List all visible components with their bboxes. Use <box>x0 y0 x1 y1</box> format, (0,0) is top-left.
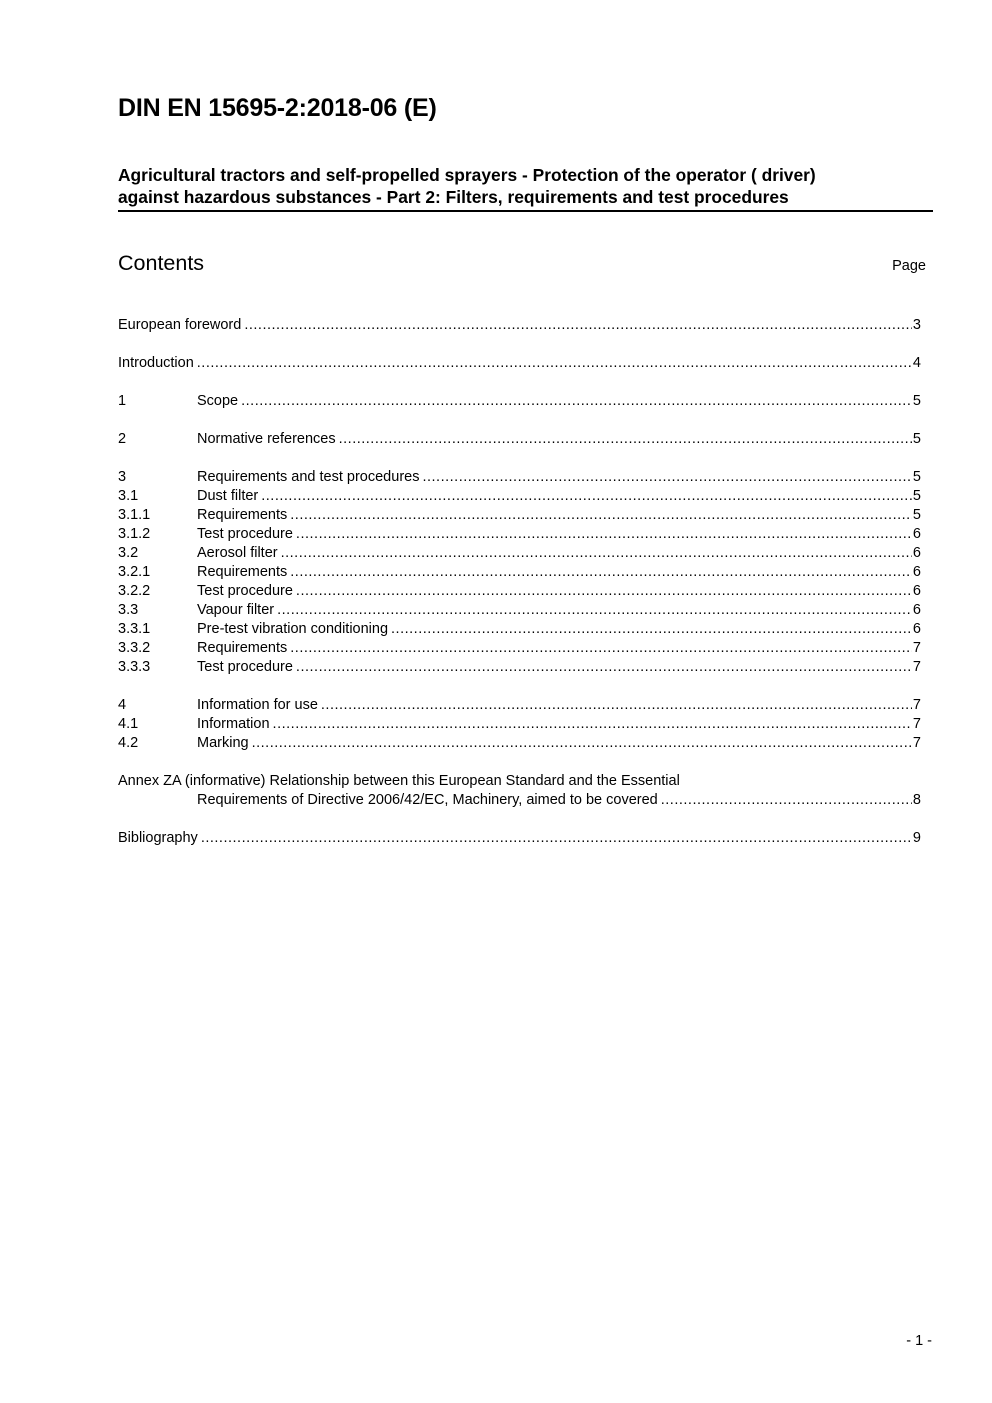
toc-entry-aerosol-filter[interactable] <box>118 544 921 563</box>
toc-entry-title: Scope <box>197 393 239 409</box>
page-column-label: Page <box>892 258 926 274</box>
toc-entry-normative-references[interactable] <box>118 430 921 449</box>
toc-entry-title: Requirements <box>197 564 288 580</box>
toc-entry-number: 3.3.3 <box>118 659 151 675</box>
toc-leader-dots <box>244 316 912 335</box>
toc-entry-title: Dust filter <box>197 488 259 504</box>
toc-entry-number: 1 <box>118 393 127 409</box>
toc-entry-title: Test procedure <box>197 526 293 542</box>
toc-entry-title: Test procedure <box>197 659 293 675</box>
document-id: DIN EN 15695-2:2018-06 (E) <box>118 94 437 122</box>
toc-entry-title: European foreword <box>118 317 242 333</box>
toc-entry-page: 7 <box>912 735 921 751</box>
toc-entry-page: 8 <box>912 792 921 808</box>
toc-leader-dots <box>339 430 912 449</box>
toc-entry-scope[interactable] <box>118 392 921 411</box>
toc-entry-dust-filter[interactable] <box>118 487 921 506</box>
toc-entry-page: 5 <box>912 469 921 485</box>
toc-leader-dots <box>281 544 912 563</box>
toc-entry-number: 4.2 <box>118 735 139 751</box>
toc-entry-page: 6 <box>912 621 921 637</box>
toc-entry-vapour-filter-requirements[interactable] <box>118 639 921 658</box>
toc-entry-page: 6 <box>912 545 921 561</box>
toc-leader-dots <box>296 525 912 544</box>
toc-entry-title: Requirements <box>197 640 288 656</box>
toc-entry-number: 3.2 <box>118 545 139 561</box>
toc-entry-number: 4 <box>118 697 127 713</box>
toc-entry-title: Requirements <box>197 507 288 523</box>
toc-entry-title: Pre-test vibration conditioning <box>197 621 389 637</box>
toc-entry-page: 3 <box>912 317 921 333</box>
toc-leader-dots <box>241 392 912 411</box>
toc-entry-number: 3.3.2 <box>118 640 151 656</box>
toc-entry-page: 5 <box>912 488 921 504</box>
toc-leader-dots <box>290 639 912 658</box>
toc-entry-page: 5 <box>912 431 921 447</box>
toc-entry-title: Annex ZA (informative) Relationship between this European Standard and the Essential <box>118 773 680 789</box>
toc-entry-title: Normative references <box>197 431 336 447</box>
toc-entry-title: Information <box>197 716 270 732</box>
toc-leader-dots <box>197 354 912 373</box>
toc-entry-vapour-filter-test-procedure[interactable] <box>118 658 921 677</box>
toc-leader-dots <box>296 582 912 601</box>
toc-entry-number: 4.1 <box>118 716 139 732</box>
toc-leader-dots <box>391 620 912 639</box>
toc-leader-dots <box>252 734 912 753</box>
document-title <box>118 164 933 212</box>
toc-entry-number: 3.1.2 <box>118 526 151 542</box>
toc-entry-title: Requirements and test procedures <box>197 469 420 485</box>
toc-entry-number: 3.1 <box>118 488 139 504</box>
toc-entry-page: 6 <box>912 526 921 542</box>
toc-entry-number: 2 <box>118 431 127 447</box>
toc-entry-page: 7 <box>912 716 921 732</box>
toc-entry-requirements-and-test-procedures[interactable] <box>118 468 921 487</box>
toc-entry-information[interactable] <box>118 715 921 734</box>
toc-leader-dots <box>273 715 912 734</box>
toc-leader-dots <box>661 791 912 810</box>
toc-entry-title: Aerosol filter <box>197 545 278 561</box>
toc-entry-number: 3.3 <box>118 602 139 618</box>
toc-entry-title: Test procedure <box>197 583 293 599</box>
toc-entry-title: Introduction <box>118 355 194 371</box>
toc-entry-annex-za-continued[interactable] <box>118 791 921 810</box>
toc-entry-dust-filter-test-procedure[interactable] <box>118 525 921 544</box>
contents-heading: Contents <box>118 251 205 275</box>
toc-leader-dots <box>321 696 912 715</box>
toc-entry-title: Vapour filter <box>197 602 275 618</box>
toc-entry-title-continued: Requirements of Directive 2006/42/EC, Machinery, aimed to be covered <box>197 792 658 808</box>
toc-entry-aerosol-filter-requirements[interactable] <box>118 563 921 582</box>
toc-entry-title: Information for use <box>197 697 318 713</box>
table-of-contents <box>118 316 921 848</box>
toc-entry-dust-filter-requirements[interactable] <box>118 506 921 525</box>
toc-entry-page: 7 <box>912 697 921 713</box>
toc-entry-page: 4 <box>912 355 921 371</box>
toc-entry-title: Marking <box>197 735 249 751</box>
page-number: - 1 - <box>906 1333 932 1349</box>
toc-entry-page: 6 <box>912 583 921 599</box>
toc-leader-dots <box>261 487 912 506</box>
toc-entry-annex-za[interactable] <box>118 772 921 791</box>
toc-entry-number: 3.2.1 <box>118 564 151 580</box>
toc-leader-dots <box>422 468 911 487</box>
toc-entry-information-for-use[interactable] <box>118 696 921 715</box>
toc-entry-vapour-filter[interactable] <box>118 601 921 620</box>
document-title-line-2: against hazardous substances - Part 2: Filters, requirements and test procedures <box>118 187 789 207</box>
toc-entry-pre-test-vibration-conditioning[interactable] <box>118 620 921 639</box>
toc-entry-number: 3.2.2 <box>118 583 151 599</box>
toc-entry-european-foreword[interactable] <box>118 316 921 335</box>
toc-leader-dots <box>201 829 912 848</box>
toc-entry-page: 7 <box>912 659 921 675</box>
toc-entry-page: 6 <box>912 602 921 618</box>
toc-entry-page: 5 <box>912 507 921 523</box>
toc-entry-page: 6 <box>912 564 921 580</box>
toc-entry-number: 3.3.1 <box>118 621 151 637</box>
toc-entry-title: Bibliography <box>118 830 198 846</box>
toc-entry-introduction[interactable] <box>118 354 921 373</box>
toc-entry-page: 7 <box>912 640 921 656</box>
toc-entry-bibliography[interactable] <box>118 829 921 848</box>
document-title-line-1: Agricultural tractors and self-propelled sprayers - Protection of the operator ( driver) <box>118 165 816 185</box>
toc-leader-dots <box>296 658 912 677</box>
toc-entry-number: 3 <box>118 469 127 485</box>
toc-entry-page: 5 <box>912 393 921 409</box>
toc-leader-dots <box>277 601 912 620</box>
toc-entry-page: 9 <box>912 830 921 846</box>
toc-entry-aerosol-filter-test-procedure[interactable] <box>118 582 921 601</box>
toc-entry-number: 3.1.1 <box>118 507 151 523</box>
toc-entry-marking[interactable] <box>118 734 921 753</box>
toc-leader-dots <box>290 563 912 582</box>
toc-leader-dots <box>290 506 912 525</box>
